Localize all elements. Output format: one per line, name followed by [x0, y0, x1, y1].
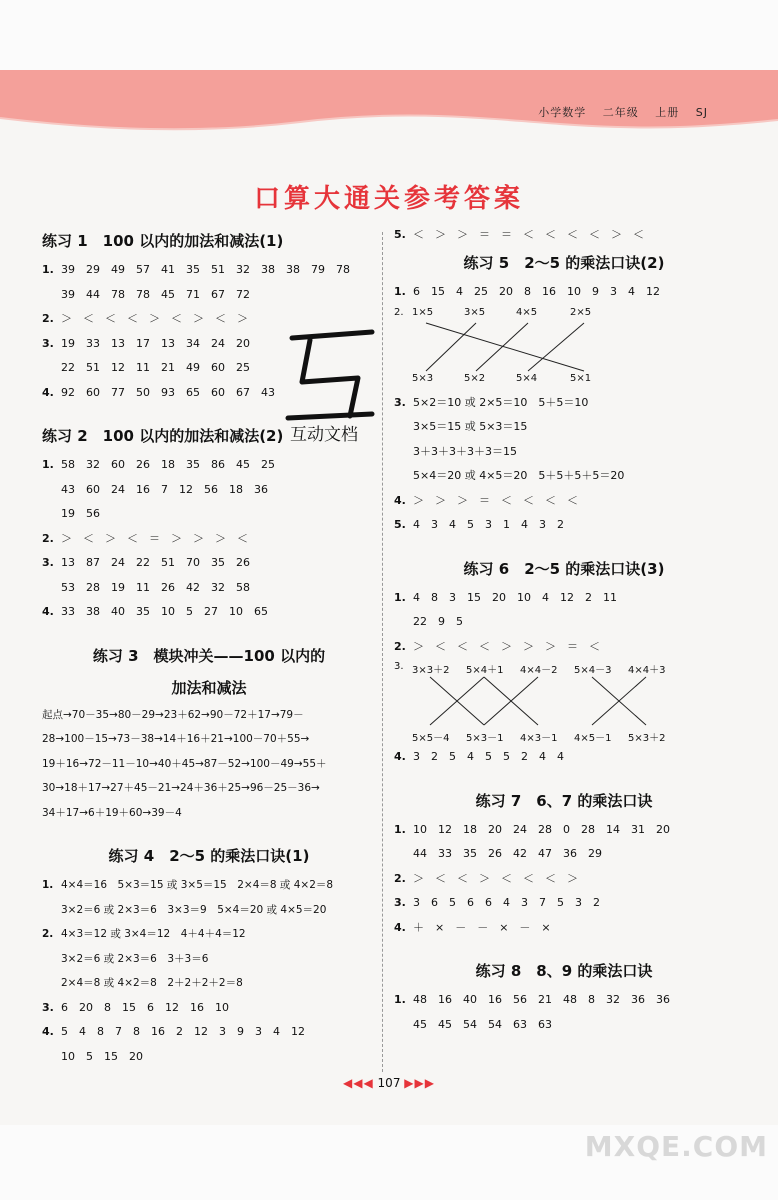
match-line	[426, 323, 584, 371]
volume: 上册	[655, 106, 680, 119]
answer-line: 4. ＞ ＞ ＞ ＝ ＜ ＜ ＜ ＜	[394, 493, 578, 507]
page-number: ◀◀◀ 107 ▶▶▶	[343, 1076, 435, 1090]
section-title: 练习 4 2～5 的乘法口诀(1)	[108, 847, 310, 865]
matching-diagram	[394, 659, 734, 745]
path-line: 34＋17→6＋19＋60→39－4	[42, 806, 182, 819]
top-item: 3×5	[464, 306, 486, 318]
bottom-item: 4×5－1	[574, 733, 612, 744]
section-title: 练习 8 8、9 的乘法口诀	[475, 962, 653, 980]
answer-line: 1. 10 12 18 20 24 28 0 28 14 31 20	[394, 822, 670, 836]
bottom-item: 5×2	[464, 372, 486, 384]
answer-line: 43 60 24 16 7 12 56 18 36	[61, 482, 268, 496]
answer-line: 2. ＞ ＜ ＜ ＜ ＞ ＜ ＞ ＜ ＞	[42, 312, 248, 325]
stamp-text: 互动文档	[290, 425, 358, 445]
answer-line: 2. ＞ ＜ ＞ ＜ ＝ ＞ ＞ ＞ ＜	[42, 531, 248, 545]
bottom-item: 5×5－4	[412, 733, 450, 744]
answer-line: 1. 48 16 40 16 56 21 48 8 32 36 36	[394, 993, 670, 1006]
path-line: 19＋16→72－11－10→40＋45→87－52→100－49→55＋	[42, 757, 327, 770]
right-arrows-icon: ▶▶▶	[404, 1076, 435, 1090]
answer-line: 4. 5 4 8 7 8 16 2 12 3 9 3 4 12	[42, 1025, 305, 1038]
top-item: 5×4－3	[574, 665, 612, 676]
edition: SJ	[695, 106, 708, 119]
match-line	[476, 323, 528, 371]
right-column	[394, 224, 734, 1037]
answer-line: 4. 33 38 40 35 10 5 27 10 65	[42, 605, 268, 618]
section-title: 练习 3 模块冲关——100 以内的	[92, 646, 326, 665]
bottom-item: 5×3－1	[466, 733, 504, 744]
bottom-item: 4×3－1	[520, 733, 558, 744]
num-label: 3.	[394, 661, 404, 672]
page-title: 口算大通关参考答案	[253, 184, 524, 214]
path-line: 28→100－15→73－38→14＋16＋21→100－70＋55→	[42, 733, 310, 745]
answer-line: 3. 6 20 8 15 6 12 16 10	[42, 1000, 229, 1014]
bottom-item: 5×4	[516, 372, 538, 384]
answer-line: 1. 4 8 3 15 20 10 4 12 2 11	[394, 590, 617, 604]
answer-line: 2. ＞ ＜ ＜ ＜ ＞ ＞ ＞ ＝ ＜	[394, 639, 600, 653]
answer-line: 53 28 19 11 26 42 32 58	[61, 580, 250, 594]
answer-line: 39 44 78 78 45 71 67 72	[61, 287, 250, 301]
section-title: 练习 6 2～5 的乘法口诀(3)	[463, 559, 665, 578]
answer-line: 2. ＞ ＜ ＜ ＞ ＜ ＜ ＜ ＞	[394, 871, 578, 885]
answer-line: 1. 6 15 4 25 20 8 16 10 9 3 4 12	[394, 285, 660, 298]
answer-line: 44 33 35 26 42 47 36 29	[413, 847, 602, 860]
top-item: 4×5	[516, 306, 538, 318]
bottom-item: 5×3	[412, 372, 434, 384]
matching-diagram	[394, 305, 734, 391]
answer-line: 10 5 15 20	[61, 1049, 143, 1063]
left-arrows-icon: ◀◀◀	[343, 1076, 374, 1090]
matching-lines	[394, 659, 694, 745]
answer-line: 2×4＝8 或 4×2＝8 2＋2＋2＋2＝8	[61, 977, 243, 989]
answer-line: 22 9 5	[413, 615, 463, 628]
bottom-item: 5×3＋2	[628, 733, 666, 744]
answer-line: 5. 4 3 4 5 3 1 4 3 2	[394, 518, 564, 531]
answer-line: 3＋3＋3＋3＋3＝15	[413, 444, 517, 458]
top-item: 4×4－2	[520, 665, 558, 676]
answer-line: 1. 4×4＝16 5×3＝15 或 3×5＝15 2×4＝8 或 4×2＝8	[42, 879, 334, 891]
match-line	[528, 323, 584, 371]
answer-line: 3×5＝15 或 5×3＝15	[413, 420, 528, 433]
top-item: 5×4＋1	[466, 665, 504, 676]
answer-line: 1. 39 29 49 57 41 35 51 32 38 38 79 78	[42, 263, 350, 276]
answer-line: 3. 3 6 5 6 6 4 3 7 5 3 2	[394, 896, 600, 909]
answer-line: 3. 13 87 24 22 51 70 35 26	[42, 556, 250, 569]
answer-line: 22 51 12 11 21 49 60 25	[61, 361, 250, 374]
bottom-item: 5×1	[570, 372, 592, 384]
answer-line: 4. 3 2 5 4 5 5 2 4 4	[394, 750, 564, 763]
answer-line: 1. 58 32 60 26 18 35 86 45 25	[42, 458, 275, 471]
path-line: 30→18＋17→27＋45－21→24＋36＋25→96－25－36→	[42, 782, 320, 794]
book-info	[538, 104, 708, 120]
watermark: MXQE.COM	[584, 1130, 768, 1163]
answer-line: 4. ＋ × － － × － ×	[394, 920, 551, 934]
section-title: 练习 2 100 以内的加法和减法(2)	[42, 427, 284, 445]
grade: 二年级	[602, 106, 639, 119]
section-title: 练习 7 6、7 的乘法口诀	[475, 791, 653, 810]
top-item: 2×5	[570, 306, 592, 318]
answer-line: 45 45 54 54 63 63	[413, 1017, 552, 1031]
path-line: 起点→70－35→80－29→23＋62→90－72＋17→79－	[42, 708, 304, 721]
section-title: 练习 1 100 以内的加法和减法(1)	[42, 232, 284, 250]
answer-line: 3. 19 33 13 17 13 34 24 20	[42, 336, 250, 350]
answer-line: 4. 92 60 77 50 93 65 60 67 43	[42, 385, 275, 399]
answer-line: 3×2＝6 或 2×3＝6 3×3＝9 5×4＝20 或 4×5＝20	[61, 903, 327, 916]
section-subtitle: 加法和减法	[171, 678, 247, 697]
top-item: 4×4＋3	[628, 665, 666, 676]
answer-line: 2. 4×3＝12 或 3×4＝12 4＋4＋4＝12	[42, 928, 246, 940]
num-label: 2.	[394, 306, 404, 318]
answer-line: 3. 5×2＝10 或 2×5＝10 5＋5＝10	[394, 395, 589, 409]
answer-line: 3×2＝6 或 2×3＝6 3＋3＝6	[61, 952, 209, 965]
answer-line: 5. ＜ ＞ ＞ ＝ ＝ ＜ ＜ ＜ ＜ ＞ ＜	[394, 228, 644, 241]
section-title: 练习 5 2～5 的乘法口诀(2)	[463, 254, 665, 272]
top-item: 3×3＋2	[412, 665, 450, 676]
subject: 小学数学	[538, 106, 587, 119]
top-item: 1×5	[412, 306, 434, 318]
answer-line: 19 56	[61, 507, 100, 520]
matching-lines	[394, 305, 634, 391]
answer-line: 5×4＝20 或 4×5＝20 5＋5＋5＋5＝20	[413, 469, 625, 482]
